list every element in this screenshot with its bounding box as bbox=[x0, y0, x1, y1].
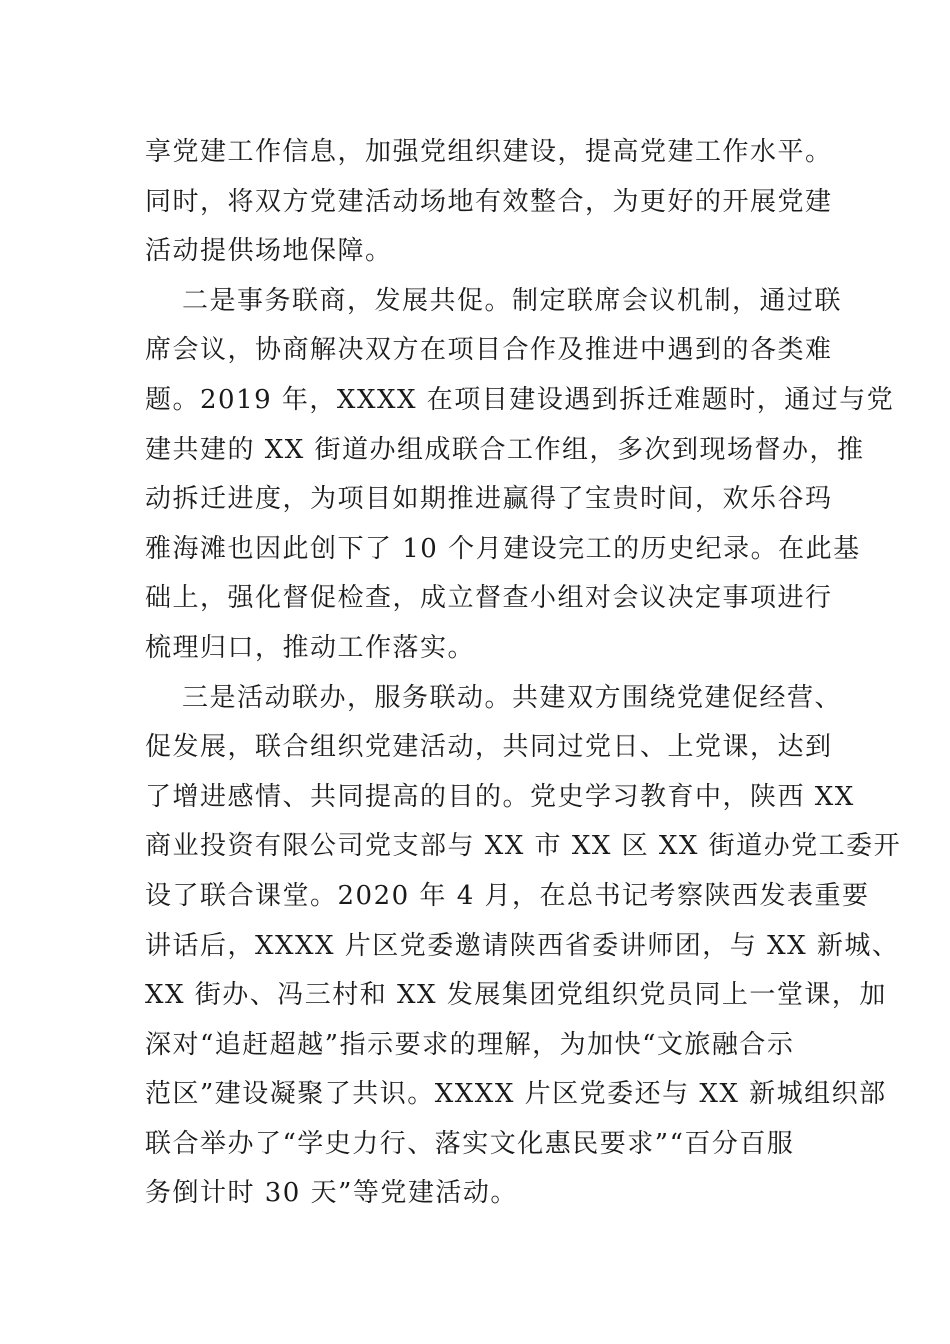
text-line: 了增进感情、共同提高的目的。党史学习教育中，陕西 XX bbox=[145, 781, 855, 812]
body-text bbox=[145, 128, 902, 1219]
text-line: 深对“追赶超越”指示要求的理解，为加快“文旅融合示 bbox=[145, 1029, 795, 1060]
text-line: 动拆迁进度，为项目如期推进赢得了宝贵时间，欢乐谷玛 bbox=[145, 484, 833, 515]
paragraph-first-line: 三是活动联办，服务联动。共建双方围绕党建促经营、 bbox=[182, 682, 843, 713]
text-line: 享党建工作信息，加强党组织建设，提高党建工作水平。 bbox=[145, 137, 833, 167]
text-line: 建共建的 XX 街道办组成联合工作组，多次到现场督办，推 bbox=[145, 434, 865, 465]
text-line: 题。2019 年，XXXX 在项目建设遇到拆迁难题时，通过与党 bbox=[145, 384, 895, 415]
text-line: 范区”建设凝聚了共识。XXXX 片区党委还与 XX 新城组织部 bbox=[145, 1079, 887, 1110]
text-line: 同时，将双方党建活动场地有效整合，为更好的开展党建 bbox=[145, 186, 833, 217]
text-line: 设了联合课堂。2020 年 4 月，在总书记考察陕西发表重要 bbox=[145, 880, 870, 911]
text-line: 促发展，联合组织党建活动，共同过党日、上党课，达到 bbox=[145, 732, 833, 763]
text-line: 梳理归口，推动工作落实。 bbox=[145, 632, 476, 663]
text-line: 务倒计时 30 天”等党建活动。 bbox=[145, 1178, 518, 1209]
text-line: 雅海滩也因此创下了 10 个月建设完工的历史纪录。在此基 bbox=[145, 533, 861, 564]
text-line: 联合举办了“学史力行、落实文化惠民要求”“百分百服 bbox=[145, 1128, 795, 1159]
paragraph-first-line: 二是事务联商，发展共促。制定联席会议机制，通过联 bbox=[182, 285, 843, 316]
text-line: 讲话后，XXXX 片区党委邀请陕西省委讲师团，与 XX 新城、 bbox=[145, 930, 900, 961]
text-line: XX 街办、冯三村和 XX 发展集团党组织党员同上一堂课，加 bbox=[145, 980, 887, 1011]
text-line: 席会议，协商解决双方在项目合作及推进中遇到的各类难 bbox=[145, 335, 833, 366]
text-line: 商业投资有限公司党支部与 XX 市 XX 区 XX 街道办党工委开 bbox=[145, 831, 902, 862]
text-line: 活动提供场地保障。 bbox=[145, 236, 393, 267]
text-line: 础上，强化督促检查，成立督查小组对会议决定事项进行 bbox=[145, 583, 833, 614]
